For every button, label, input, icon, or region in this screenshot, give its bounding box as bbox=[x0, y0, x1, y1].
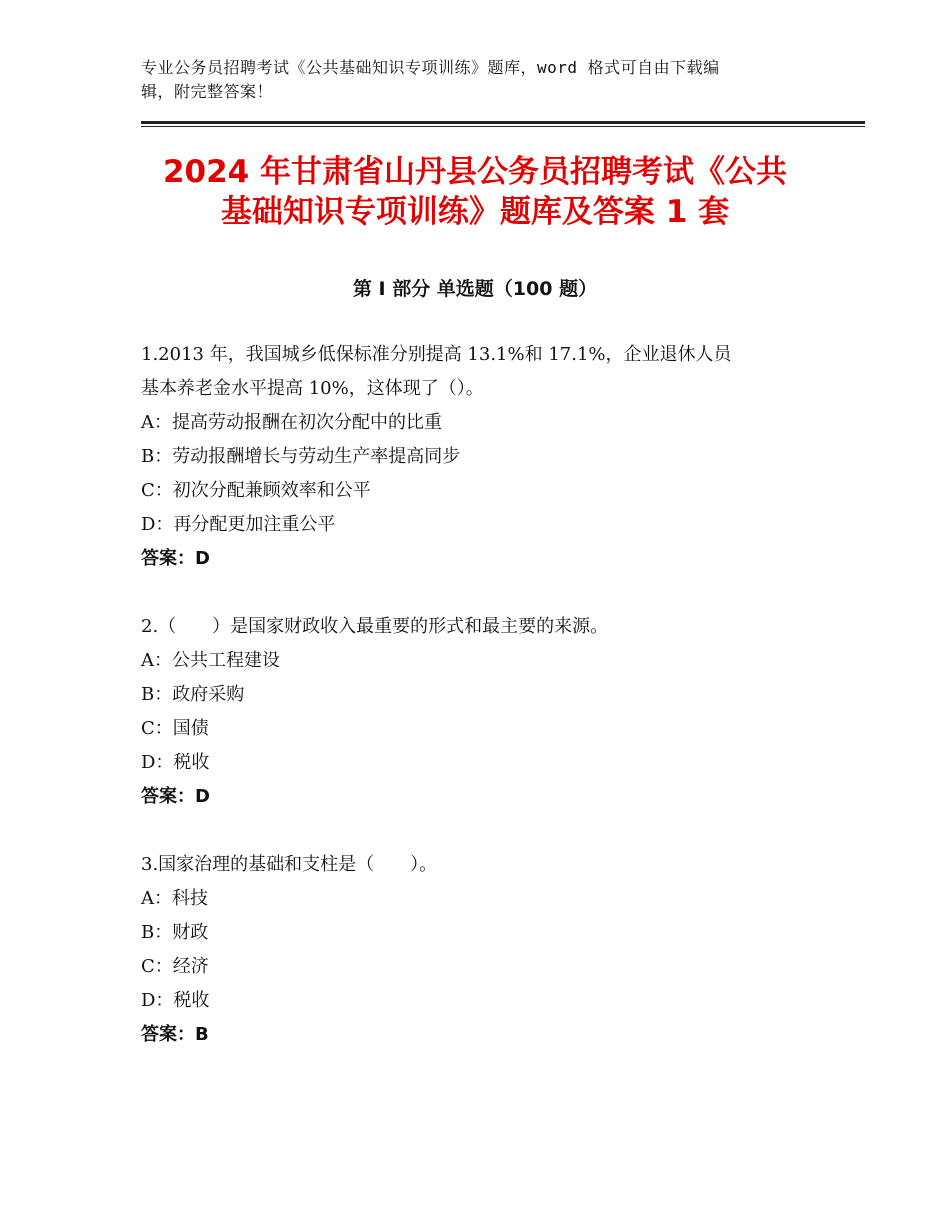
document-title bbox=[100, 152, 850, 232]
answer: 答案：B bbox=[141, 1024, 209, 1045]
document-title-line1: 2024 年甘肃省山丹县公务员招聘考试《公共 bbox=[162, 154, 788, 190]
header-note bbox=[141, 56, 801, 104]
header-rule-thin bbox=[141, 126, 865, 127]
option-c: C：初次分配兼顾效率和公平 bbox=[141, 480, 371, 501]
option-a: A：科技 bbox=[141, 888, 208, 909]
question-stem: 3.国家治理的基础和支柱是（ ）。 bbox=[141, 854, 438, 875]
option-c: C：国债 bbox=[141, 718, 209, 739]
question-2 bbox=[141, 610, 821, 814]
question-stem: 基本养老金水平提高 10%，这体现了（）。 bbox=[141, 378, 484, 399]
option-d: D：再分配更加注重公平 bbox=[141, 514, 336, 535]
question-stem: 2.（ ）是国家财政收入最重要的形式和最主要的来源。 bbox=[141, 616, 609, 637]
option-b: B：政府采购 bbox=[141, 684, 245, 705]
header-note-line1: 专业公务员招聘考试《公共基础知识专项训练》题库，word 格式可自由下载编 bbox=[141, 58, 720, 77]
option-c: C：经济 bbox=[141, 956, 209, 977]
question-1 bbox=[141, 338, 821, 576]
header-rule-thick bbox=[141, 121, 865, 124]
option-b: B：劳动报酬增长与劳动生产率提高同步 bbox=[141, 446, 461, 467]
question-3 bbox=[141, 848, 821, 1052]
answer: 答案：D bbox=[141, 548, 210, 569]
question-list bbox=[141, 338, 821, 1086]
header-note-line2: 辑，附完整答案！ bbox=[141, 82, 274, 101]
option-d: D：税收 bbox=[141, 990, 210, 1011]
document-title-line2: 基础知识专项训练》题库及答案 1 套 bbox=[220, 194, 730, 230]
question-stem: 1.2013 年，我国城乡低保标准分别提高 13.1%和 17.1%，企业退休人员 bbox=[141, 344, 732, 365]
answer: 答案：D bbox=[141, 786, 210, 807]
option-b: B：财政 bbox=[141, 922, 209, 943]
option-a: A：公共工程建设 bbox=[141, 650, 280, 671]
option-d: D：税收 bbox=[141, 752, 210, 773]
section-title: 第 I 部分 单选题（100 题） bbox=[352, 278, 598, 300]
option-a: A：提高劳动报酬在初次分配中的比重 bbox=[141, 412, 442, 433]
